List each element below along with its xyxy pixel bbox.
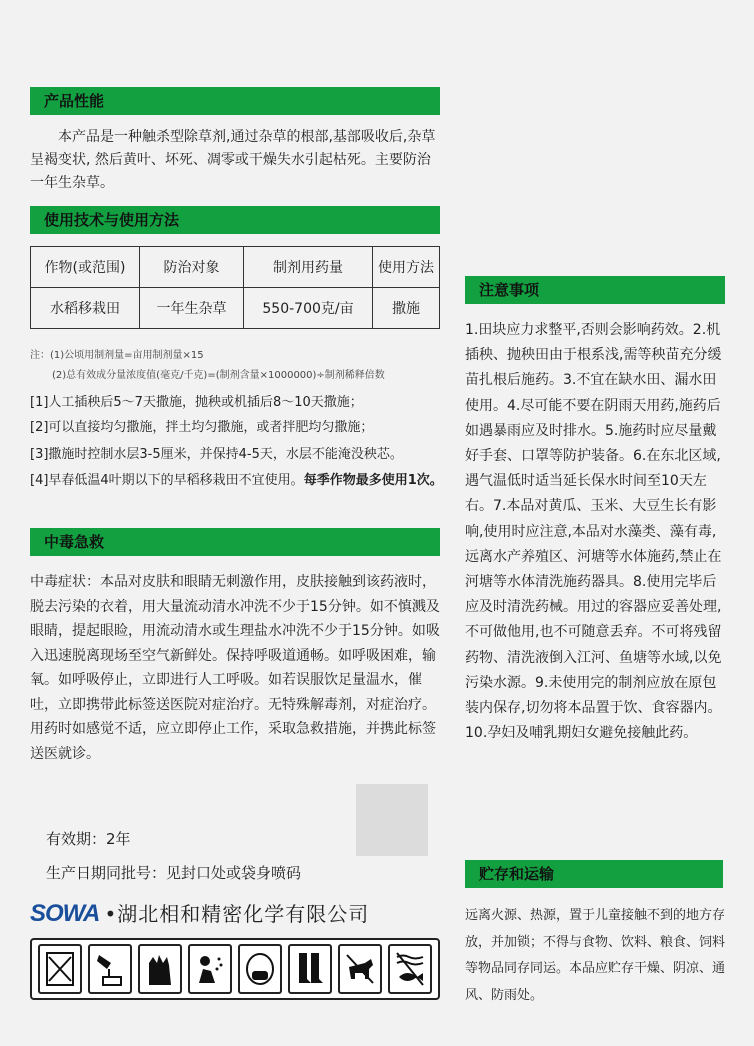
boots-icon (288, 944, 332, 994)
usage-item: [1]人工插秧后5～7天撒施，抛秧或机插后8～10天撒施； (30, 395, 363, 410)
fish-icon (388, 944, 432, 994)
section-header-storage (465, 860, 723, 888)
section-header-precautions (465, 276, 725, 304)
table-row (31, 288, 440, 329)
usage-note-1: 注：(1)公顷用制剂量=亩用制剂量×15 (30, 350, 204, 361)
validity-text: 有效期：2年 (46, 830, 131, 848)
performance-text: 本产品是一种触杀型除草剂,通过杂草的根部,基部吸收后,杂草呈褐变状, 然后黄叶、坏死、凋零或干燥失水引起枯死。主要防治一年生杂草。 (30, 129, 436, 191)
usage-note-2: (2)总有效成分量浓度值(毫克/千克)=(制剂含量×1000000)÷制剂稀释倍数 (52, 370, 385, 381)
table-cell: 550-700克/亩 (244, 288, 373, 329)
section-title: 注意事项 (479, 281, 540, 299)
usage-item: [2]可以直接均匀撒施，拌土均匀撒施，或者拌肥均匀撒施； (30, 420, 374, 435)
mask-icon (238, 944, 282, 994)
section-title: 产品性能 (44, 92, 105, 110)
table-header-cell: 使用方法 (373, 247, 440, 288)
table-cell: 一年生杂草 (140, 288, 244, 329)
usage-item-text: [4]早春低温4叶期以下的早稻移栽田不宜使用。 (30, 473, 304, 488)
usage-table (30, 246, 440, 329)
table-header-cell: 防治对象 (140, 247, 244, 288)
livestock-icon (338, 944, 382, 994)
section-title: 使用技术与使用方法 (44, 211, 180, 229)
company-logo: SOWA (30, 900, 100, 927)
usage-item: [3]撒施时控制水层3-5厘米，并保持4-5天，水层不能淹没秧芯。 (30, 447, 403, 462)
company-name: •湖北相和精密化学有限公司 (104, 902, 370, 926)
company-line (30, 898, 450, 934)
blank-patch (356, 784, 428, 856)
production-text: 生产日期同批号：见封口处或袋身喷码 (46, 864, 302, 882)
firstaid-text: 中毒症状：本品对皮肤和眼睛无刺激作用，皮肤接触到该药液时，脱去污染的衣着，用大量流动清水冲洗不少于15分钟。如不慎溅及眼睛，提起眼睑，用流动清水或生理盐水冲洗不少于15分钟。如吸入迅速脱离现场至空气新鲜处。保持呼吸道通畅。如呼吸困难，输氧。如呼吸停止，立即进行人工呼吸。如若误服饮足量温水，催吐，立即携带此标签送医院对症治疗。无特殊解毒剂，对症治疗。用药时如感觉不适，应立即停止工作，采取急救措施，并携此标签送医就诊。 (30, 574, 440, 762)
table-cell: 水稻移栽田 (31, 288, 140, 329)
table-cell: 撒施 (373, 288, 440, 329)
mix-icon (38, 944, 82, 994)
section-header-usage (30, 206, 440, 234)
section-title: 贮存和运输 (479, 865, 555, 883)
section-header-performance (30, 87, 440, 115)
section-title: 中毒急救 (44, 533, 105, 551)
pour-icon (88, 944, 132, 994)
usage-item-bold: 每季作物最多使用1次。 (303, 473, 443, 488)
precautions-text: 1.田块应力求整平,否则会影响药效。2.机插秧、抛秧田由于根系浅,需等秧苗充分缓苗扎根后施药。3.不宜在缺水田、漏水田使用。4.尽可能不要在阴雨天用药,施药后如遇暴雨应及时排水。5.施药时应尽量戴好手套、口罩等防护装备。6.在东北区域,遇气温低时适当延长保水时间至10天左右。7.本品对黄瓜、玉米、大豆生长有影响,使用时应注意,本品对水藻类、藻有毒,远离水产养殖区、河塘等水体施药,禁止在河塘等水体清洗施药器具。8.使用完毕后应及时清洗药械。用过的容器应妥善处理,不可做他用,也不可随意丢弃。不可将残留药物、清洗液倒入江河、鱼塘等水域,以免污染水源。9.未使用完的制剂应放在原包装内保存,切勿将本品置于饮、食容器内。10.孕妇及哺乳期妇女避免接触此药。 (465, 322, 722, 742)
spray-icon (188, 944, 232, 994)
table-header-row (31, 247, 440, 288)
storage-text: 远离火源、热源，置于儿童接触不到的地方存放，并加锁；不得与食物、饮料、粮食、饲料等物品同存同运。本品应贮存干燥、阴凉、通风、防雨处。 (465, 908, 726, 1003)
table-header-cell: 制剂用药量 (244, 247, 373, 288)
table-header-cell: 作物(或范围) (31, 247, 140, 288)
usage-item-4 (30, 469, 450, 492)
section-header-firstaid (30, 528, 440, 556)
gloves-icon (138, 944, 182, 994)
